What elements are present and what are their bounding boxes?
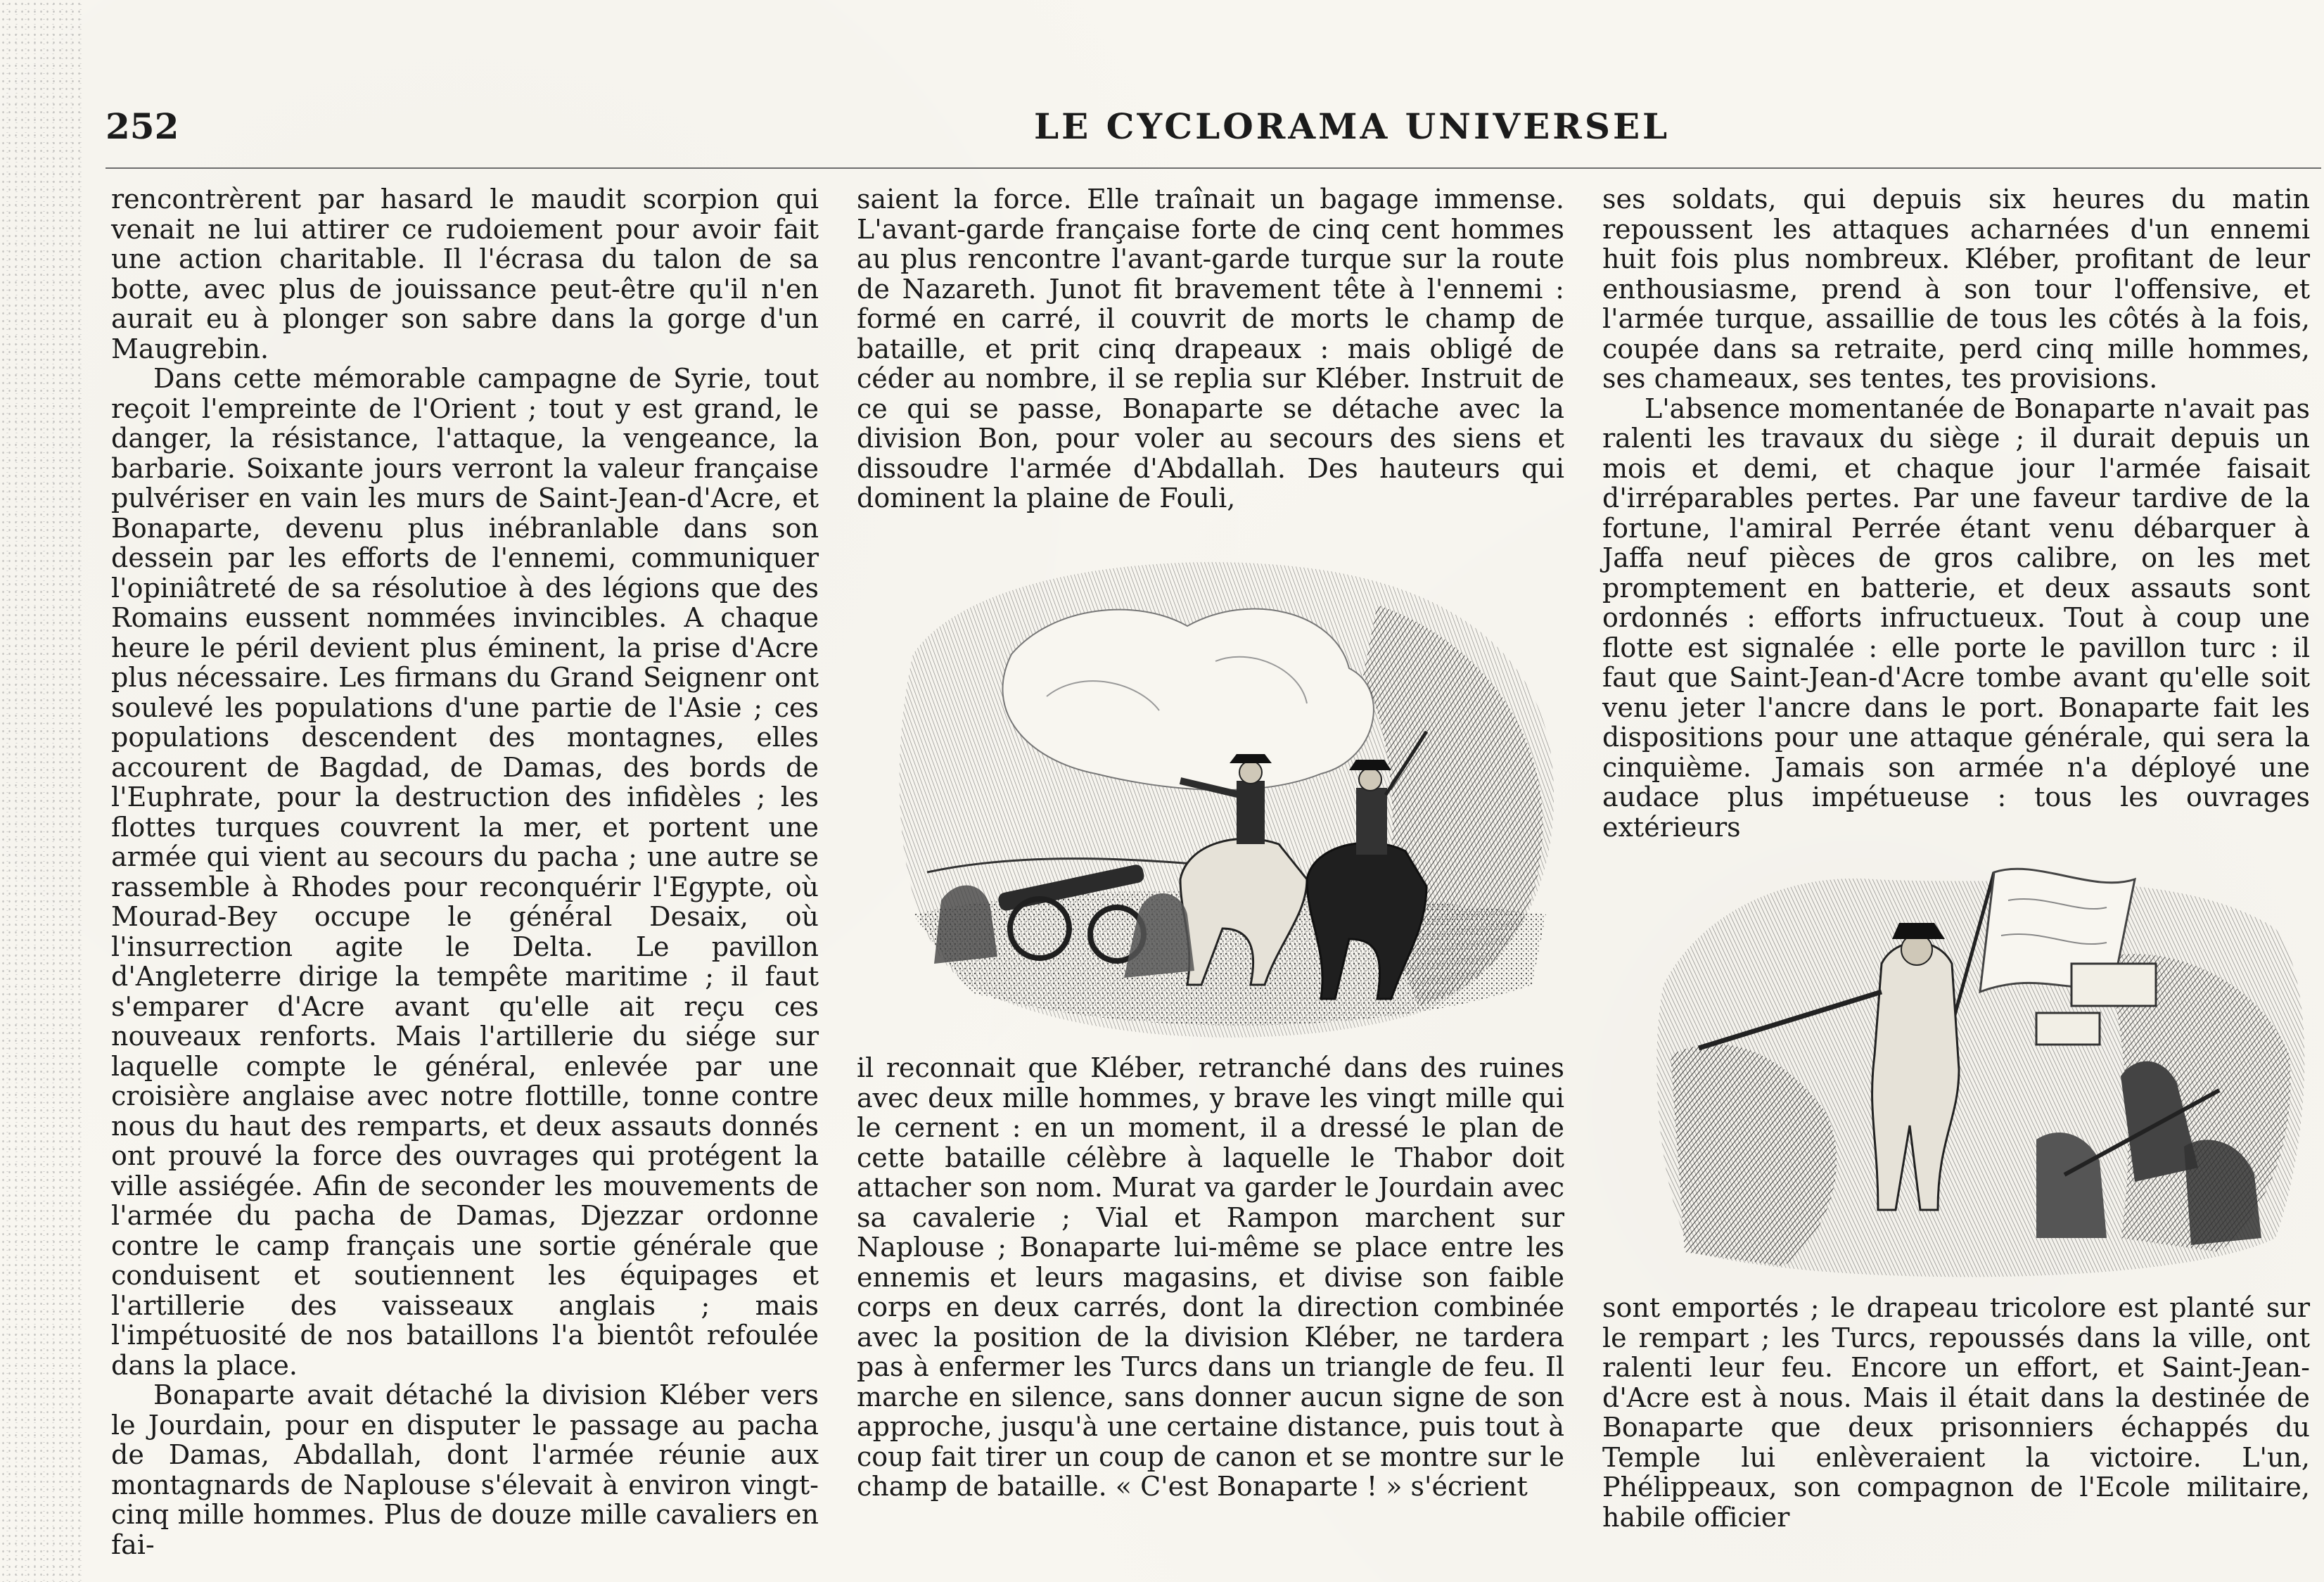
header-rule bbox=[106, 167, 2321, 169]
paragraph: sont emportés ; le drapeau tricolore est planté sur le rempart ; les Turcs, repoussés dans la ville, ont ralenti leur feu. Encore un effort, et Saint-Jean-d'Acre est à nous. Mais il était dans la destinée de Bonaparte que deux prisonniers échappés du Temple lui enlèveraient la victoire. L'un, Phélippeaux, son compagnon de l'Ecole militaire, habile officier bbox=[1602, 1292, 2310, 1533]
engraving-battle-scene-icon bbox=[885, 549, 1560, 1041]
running-title: LE CYCLORAMA UNIVERSEL bbox=[1034, 106, 1671, 147]
column-1 bbox=[111, 184, 819, 1559]
engraving-soldier-flag-scene-icon bbox=[1642, 844, 2318, 1287]
paragraph: rencontrèrent par hasard le maudit scorpion qui venait ne lui attirer ce rudoiement pour avoir fait une action charitable. Il l'écrasa du talon de sa botte, avec plus de jouissance peut-être qu'il n'en aurait eu à plonger son sabre dans la gorge d'un Maugrebin. bbox=[111, 184, 819, 364]
scan-edge-noise bbox=[0, 0, 84, 1582]
paragraph: il reconnait que Kléber, retranché dans des ruines avec deux mille hommes, y brave les vingt mille qui le cernent : en un moment, il a dressé le plan de cette bataille célèbre à laquelle le Thabor doit attacher son nom. Murat va garder le Jourdain avec sa cavalerie ; Vial et Rampon marchent sur Naplouse ; Bonaparte lui-même se place entre les ennemis et leurs magasins, et divise son faible corps en deux carrés, dont la direction combinée avec la position de la division Kléber, ne tardera pas à enfermer les Turcs dans un triangle de feu. Il marche en silence, sans donner aucun signe de son approche, jusqu'à une certaine distance, puis tout à coup fait tirer un coup de canon et se montre sur le champ de bataille. « C'est Bonaparte ! » s'écrient bbox=[857, 1052, 1564, 1502]
paragraph: saient la force. Elle traînait un bagage immense. L'avant-garde française forte de cinq cent hommes au plus rencontre l'avant-garde turque sur la route de Nazareth. Junot fit bravement tête à l'ennemi : formé en carré, il couvrit de morts le champ de bataille, et prit cinq drapeaux : mais obligé de céder au nombre, il se replia sur Kléber. Instruit de ce qui se passe, Bonaparte se détache avec la division Bon, pour voler au secours des siens et dissoudre l'armée d'Abdallah. Des hauteurs qui dominent la plaine de Fouli, bbox=[857, 184, 1564, 513]
page-header bbox=[106, 106, 2314, 162]
column-3-top bbox=[1602, 184, 2310, 842]
column-2-top bbox=[857, 184, 1564, 513]
paragraph: ses soldats, qui depuis six heures du matin repoussent les attaques acharnées d'un ennemi huit fois plus nombreux. Kléber, profitant de leur enthousiasme, prend à son tour l'offensive, et l'armée turque, assaillie de tous les côtés à la fois, coupée dans sa retraite, perd cinq mille hommes, ses chameaux, ses tentes, tes provisions. bbox=[1602, 184, 2310, 394]
paragraph: Bonaparte avait détaché la division Kléber vers le Jourdain, pour en disputer le passage au pacha de Damas, Abdallah, dont l'armée réunie aux montagnards de Naplouse s'élevait à environ vingt-cinq mille hommes. Plus de douze mille cavaliers en fai- bbox=[111, 1379, 819, 1560]
paragraph: L'absence momentanée de Bonaparte n'avait pas ralenti les travaux du siège ; il durait depuis un mois et demi, et chaque jour l'armée faisait d'irréparables pertes. Par une faveur tardive de la fortune, l'amiral Perrée étant venu débarquer à Jaffa neuf pièces de gros calibre, on les met promptement en batterie, et deux assauts sont ordonnés : efforts infructueux. Tout à coup une flotte est signalée : elle porte le pavillon turc : il faut que Saint-Jean-d'Acre tombe avant qu'elle soit venu jeter l'ancre dans le port. Bonaparte fait les dispositions pour une attaque générale, qui sera la cinquième. Jamais son armée n'a déployé une audace plus impétueuse : tous les ouvrages extérieurs bbox=[1602, 393, 2310, 843]
column-2-bottom bbox=[857, 1053, 1564, 1502]
page-number: 252 bbox=[106, 106, 179, 147]
column-3-bottom bbox=[1602, 1293, 2310, 1532]
paragraph: Dans cette mémorable campagne de Syrie, tout reçoit l'empreinte de l'Orient ; tout y est grand, le danger, la résistance, l'attaque, la vengeance, la barbarie. Soixante jours verront la valeur française pulvériser en vain les murs de Saint-Jean-d'Acre, et Bonaparte, devenu plus inébranlable dans son dessein par les efforts de l'ennemi, communiquer l'opiniâtreté de sa résolutioe à des légions que des Romains eussent nommées invincibles. A chaque heure le péril devient plus éminent, la prise d'Acre plus nécessaire. Les firmans du Grand Seignenr ont soulevé les populations d'une partie de l'Asie ; ces populations descendent des montagnes, elles accourent de Bagdad, de Damas, des bords de l'Euphrate, pour la destruction des infidèles ; les flottes turques couvrent la mer, et portent une armée qui vient au secours du pacha ; une autre se rassemble à Rhodes pour reconquérir l'Egypte, où Mourad-Bey occupe le général Desaix, où l'insurrection agite le Delta. Le pavillon d'Angleterre dirige la tempête maritime ; il faut s'emparer d'Acre avant qu'elle ait reçu ces nouveaux renforts. Mais l'artillerie du siége sur laquelle compte le général, enlevée par une croisière anglaise avec notre flottille, tonne contre nous du haut des remparts, et deux assauts donnés ont prouvé la force des ouvrages qui protégent la ville assiégée. Afin de seconder les mouvements de l'armée du pacha de Damas, Djezzar ordonne contre le camp français une sortie générale que conduisent et soutiennent les équipages et l'artillerie des vaisseaux anglais ; mais l'impétuosité de nos bataillons l'a bientôt refoulée dans la place. bbox=[111, 363, 819, 1381]
